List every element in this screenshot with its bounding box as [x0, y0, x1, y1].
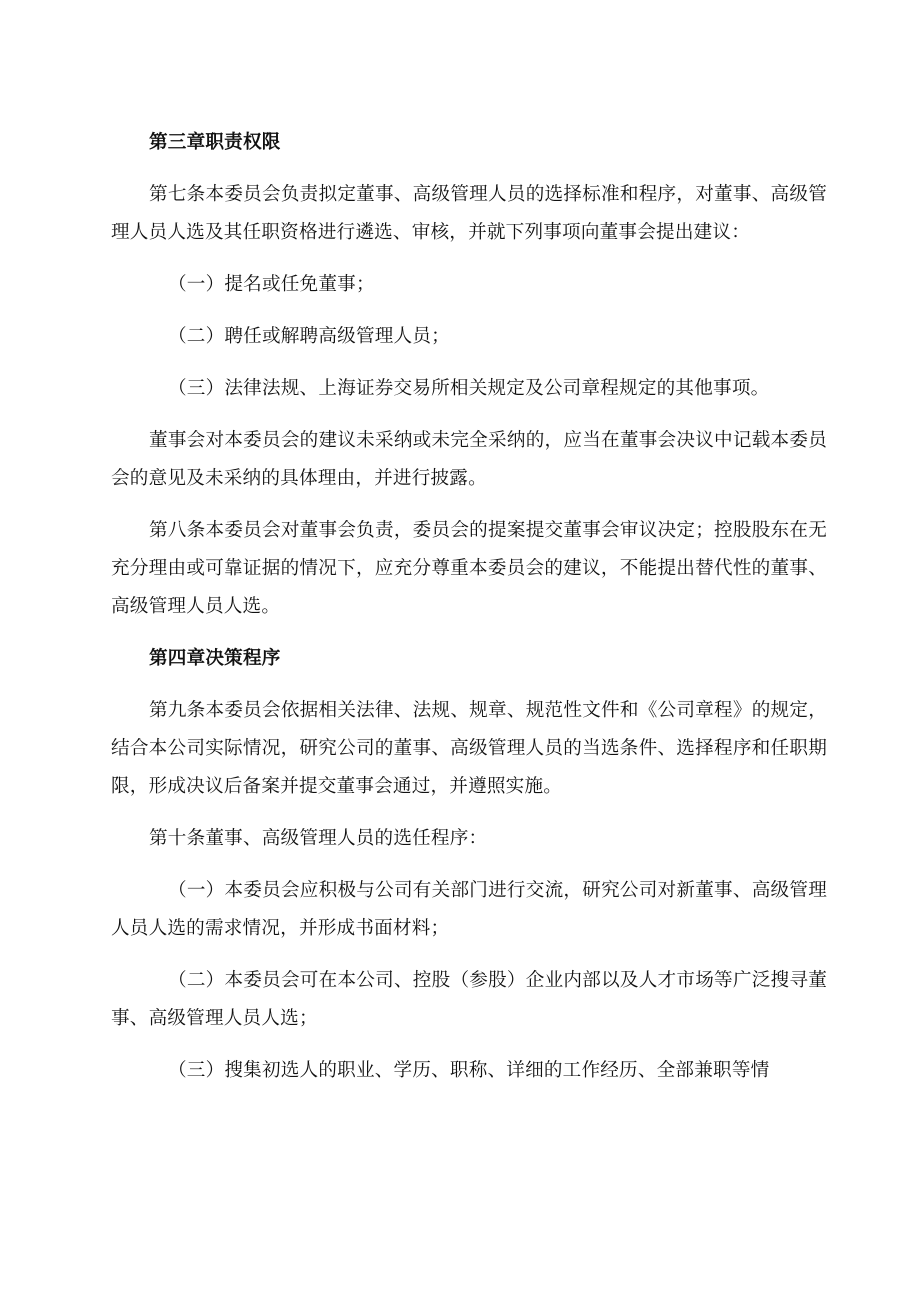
- article-7-item-1: （一）提名或任免董事；: [168, 274, 375, 295]
- article-10-item-3: （三）搜集初选人的职业、学历、职称、详细的工作经历、全部兼职等情: [168, 1060, 770, 1081]
- article-8: 第八条本委员会对董事会负责，委员会的提案提交董事会审议决定；控股股东在无充分理由或可靠证据的情况下，应充分尊重本委员会的建议，不能提出替代性的董事、高级管理人员人选。: [111, 520, 827, 617]
- document-body: [111, 124, 827, 1090]
- article-7-item-2: （二）聘任或解聘高级管理人员；: [168, 326, 450, 347]
- article-7: 第七条本委员会负责拟定董事、高级管理人员的选择标准和程序，对董事、高级管理人员人选及其任职资格进行遴选、审核，并就下列事项向董事会提出建议：: [111, 184, 827, 243]
- article-7-item-3: （三）法律法规、上海证券交易所相关规定及公司章程规定的其他事项。: [168, 378, 770, 399]
- article-10: 第十条董事、高级管理人员的选任程序：: [149, 828, 488, 849]
- article-10-item-1: （一）本委员会应积极与公司有关部门进行交流，研究公司对新董事、高级管理人员人选的需求情况，并形成书面材料；: [111, 880, 827, 939]
- board-adoption-paragraph: 董事会对本委员会的建议未采纳或未完全采纳的，应当在董事会决议中记载本委员会的意见及未采纳的具体理由，并进行披露。: [111, 430, 827, 489]
- chapter-4-heading: 第四章决策程序: [149, 648, 281, 669]
- article-9: 第九条本委员会依据相关法律、法规、规章、规范性文件和《公司章程》的规定，结合本公司实际情况，研究公司的董事、高级管理人员的当选条件、选择程序和任职期限，形成决议后备案并提交董事会通过，并遵照实施。: [111, 700, 827, 797]
- article-10-item-2: （二）本委员会可在本公司、控股（参股）企业内部以及人才市场等广泛搜寻董事、高级管理人员人选；: [111, 970, 827, 1029]
- chapter-3-heading: 第三章职责权限: [149, 132, 281, 153]
